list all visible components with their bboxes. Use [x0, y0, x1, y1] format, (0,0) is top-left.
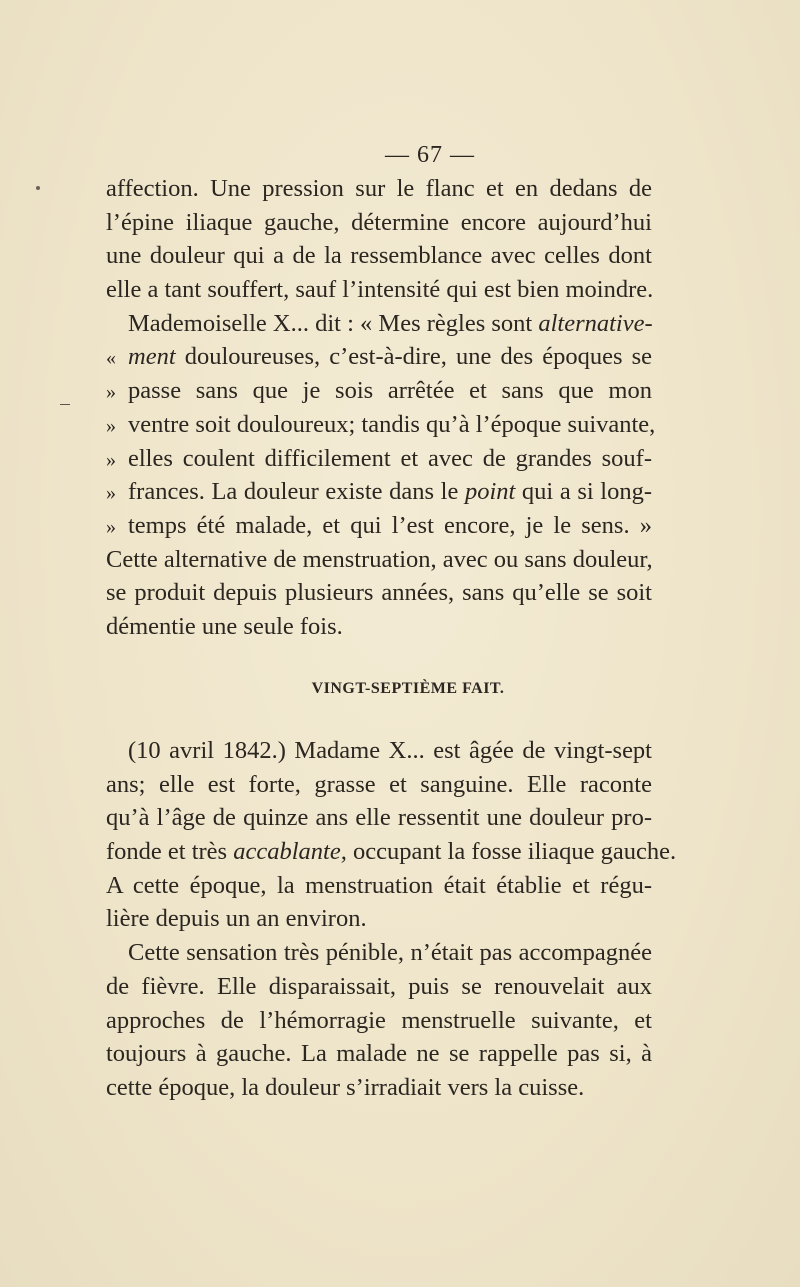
- text-line: [106, 835, 677, 869]
- section-heading: VINGT-SEPTIÈME FAIT.: [311, 680, 505, 697]
- margin-dot: [36, 186, 40, 190]
- text-line: une douleur qui a de la ressemblance avec celles dont: [106, 242, 652, 270]
- text-line: cette époque, la douleur s’irradiait vers la cuisse.: [106, 1073, 585, 1101]
- text-line: se produit depuis plusieurs années, sans qu’elle se soit: [106, 579, 652, 607]
- text-line: l’épine iliaque gauche, détermine encore aujourd’hui: [106, 208, 652, 236]
- italic-word: accablante,: [233, 838, 347, 866]
- text-line: ans; elle est forte, grasse et sanguine. Elle raconte: [106, 770, 652, 798]
- text-line: lière depuis un an environ.: [106, 905, 367, 933]
- guillemet: »: [106, 381, 116, 404]
- quote-intro: Mademoiselle X... dit : « Mes règles sont: [128, 309, 533, 337]
- quote-line: [106, 340, 652, 374]
- guillemet: »: [106, 515, 116, 538]
- text-line: elle a tant souffert, sauf l’intensité qui est bien moindre.: [106, 276, 654, 304]
- italic-word: alternative-: [538, 309, 653, 337]
- text-line: (10 avril 1842.) Madame X... est âgée de vingt-sept: [128, 737, 652, 764]
- text-line: de fièvre. Elle disparaissait, puis se renouvelait aux: [106, 972, 652, 1000]
- text-line: affection. Une pression sur le flanc et en dedans de: [106, 175, 652, 202]
- text-line: démentie une seule fois.: [106, 612, 343, 640]
- text-line: approches de l’hémorragie menstruelle suivante, et: [106, 1006, 652, 1034]
- guillemet: »: [106, 414, 116, 437]
- text-line: qu’à l’âge de quinze ans elle ressentit une douleur pro-: [106, 804, 652, 832]
- text-line: Cette sensation très pénible, n’était pas accompagnée: [128, 939, 652, 967]
- guillemet: »: [106, 448, 116, 471]
- quote-text: temps été malade, et qui l’est encore, je le sens. »: [128, 511, 652, 539]
- italic-word: ment: [128, 343, 176, 371]
- quote-text: passe sans que je sois arrêtée et sans que mon: [128, 377, 652, 405]
- quote-line: [106, 442, 652, 476]
- page-number: — 67 —: [385, 142, 475, 168]
- text-line: Cette alternative de menstruation, avec ou sans douleur,: [106, 545, 653, 573]
- quote-line: [106, 509, 652, 543]
- quote-line: [106, 374, 652, 408]
- guillemet: »: [106, 482, 116, 505]
- margin-dash: [60, 404, 70, 405]
- quote-text: douloureuses, c’est-à-dire, une des époques se: [184, 343, 653, 371]
- quote-text: ventre soit douloureux; tandis qu’à l’époque suivante,: [128, 410, 656, 438]
- text-run: fonde et très: [106, 838, 228, 866]
- text-block-upper: [106, 172, 656, 644]
- guillemet: «: [106, 347, 116, 370]
- quote-line: [106, 475, 652, 509]
- italic-word: point: [464, 478, 516, 506]
- text-run: occupant la fosse iliaque gauche.: [352, 838, 677, 866]
- quote-line: [106, 307, 652, 341]
- text-line: toujours à gauche. La malade ne se rappelle pas si, à: [106, 1040, 652, 1068]
- quote-text: frances. La douleur existe dans le: [128, 478, 459, 506]
- text-line: A cette époque, la menstruation était établie et régu-: [106, 871, 652, 899]
- quote-line: [106, 408, 656, 442]
- quote-text: elles coulent difficilement et avec de grandes souf-: [128, 444, 652, 472]
- quote-text: qui a si long-: [521, 478, 652, 506]
- text-block-lower: [106, 734, 677, 1105]
